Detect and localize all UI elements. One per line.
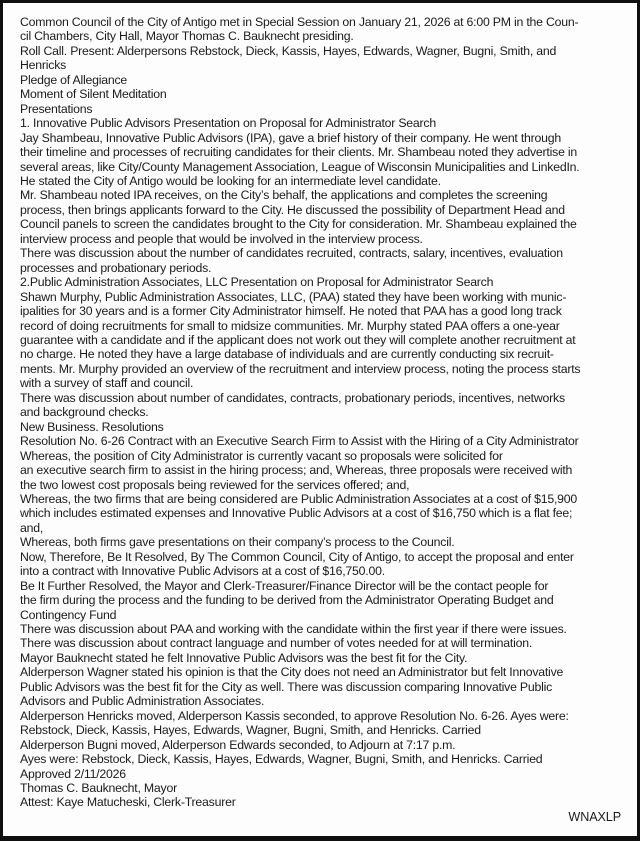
text-line: Jay Shambeau, Innovative Public Advisors (IPA), gave a brief history of their company. He went through [20,130,561,145]
text-line: Be It Further Resolved, the Mayor and Clerk-Treasurer/Finance Director will be the contact people for [20,578,549,593]
text-line: Attest: Kaye Matucheski, Clerk-Treasurer [20,795,236,810]
text-line: Alderperson Wagner stated his opinion is that the City does not need an Administrator but felt Innovative [20,665,564,680]
text-line: and background checks. [20,405,149,420]
text-line: Roll Call. Present: Alderpersons Rebstock, Dieck, Kassis, Hayes, Edwards, Wagner, Bugni, Smith, and [20,43,557,58]
text-line: 1. Innovative Public Advisors Presentation on Proposal for Administrator Search [20,116,436,131]
text-line: Public Advisors was the best fit for the City as well. There was discussion comparing Innovative Public [20,679,553,694]
text-line: Presentations [20,101,93,116]
text-line: Alderperson Bugni moved, Alderperson Edwards seconded, to Adjourn at 7:17 p.m. [20,737,456,752]
text-line: guarantee with a candidate and if the applicant does not work out they will complete another recruitment at [20,332,576,347]
text-line: which includes estimated expenses and Innovative Public Advisors at a cost of $16,750 which is a flat fee; [20,506,573,521]
text-line: Common Council of the City of Antigo met in Special Session on January 21, 2026 at 6:00 PM in the Coun- [20,15,579,29]
text-line: There was discussion about the number of candidates recruited, contracts, salary, incentives, evaluation [20,246,563,261]
text-line: Advisors and Public Administration Associates. [20,694,265,709]
text-line: the two lowest cost proposals being reviewed for the services offered; and, [20,477,410,492]
text-line: cil Chambers, City Hall, Mayor Thomas C. Bauknecht presiding. [20,29,354,44]
text-line: the firm during the process and the funding to be derived from the Administrator Operating Budget and [20,593,554,608]
text-line: and, [20,520,44,535]
text-line: several areas, like City/County Management Association, League of Wisconsin Municipalities and LinkedIn. [20,159,580,174]
text-line: 2.Public Administration Associates, LLC Presentation on Proposal for Administrator Search [20,275,494,290]
text-line: Mayor Bauknecht stated he felt Innovative Public Advisors was the best fit for the City. [20,650,468,665]
text-line: Now, Therefore, Be It Resolved, By The Common Council, City of Antigo, to accept the proposal and enter [20,549,574,564]
text-line: an executive search firm to assist in the hiring process; and, Whereas, three proposals were received with [20,463,573,478]
text-line: Moment of Silent Meditation [20,87,167,102]
text-line: with a survey of staff and council. [20,376,194,391]
text-line: Ayes were: Rebstock, Dieck, Kassis, Hayes, Edwards, Wagner, Bugni, Smith, and Henricks. Carried [20,752,543,767]
text-line: New Business. Resolutions [20,419,164,434]
text-line: no charge. He noted they have a large database of individuals and are currently conducting six recruit- [20,347,554,362]
text-line: Alderperson Henricks moved, Alderperson Kassis seconded, to approve Resolution No. 6-26. Ayes were: [20,708,569,723]
text-line: Pledge of Allegiance [20,72,128,87]
legal-notice-tag: WNAXLP [568,809,621,824]
text-line: process, then brings applicants forward to the City. He discussed the possibility of Department Head and [20,202,565,217]
text-line: their timeline and processes of recruiting candidates for their clients. Mr. Shambeau noted they advertise in [20,145,578,160]
text-line: Thomas C. Bauknecht, Mayor [20,781,177,796]
text-line: into a contract with Innovative Public Advisors at a cost of $16,750.00. [20,564,385,579]
text-line: ments. Mr. Murphy provided an overview of the recruitment and interview process, noting the process starts [20,361,581,376]
text-line: Henricks [20,58,67,73]
text-line: There was discussion about PAA and working with the candidate within the first year if there were issues. [20,622,567,637]
text-line: Contingency Fund [20,607,117,622]
minutes-body [20,15,621,810]
text-line: Council panels to screen the candidates brought to the City for consideration. Mr. Shambeau explained the [20,217,577,232]
text-line: Whereas, both firms gave presentations on their company’s process to the Council. [20,535,455,550]
text-line: processes and probationary periods. [20,260,212,275]
text-line: Whereas, the two firms that are being considered are Public Administration Associates at a cost of $15,900 [20,491,577,506]
text-line: Approved 2/11/2026 [20,766,126,781]
text-line: Shawn Murphy, Public Administration Associates, LLC, (PAA) stated they have been working with munic- [20,289,567,304]
text-line: Mr. Shambeau noted IPA receives, on the City’s behalf, the applications and completes the screening [20,188,548,203]
text-line: Whereas, the position of City Administrator is currently vacant so proposals were solicited for [20,448,503,463]
text-line: Resolution No. 6-26 Contract with an Executive Search Firm to Assist with the Hiring of a City Administrator [20,434,579,449]
text-line: There was discussion about contract language and number of votes needed for at will termination. [20,636,533,651]
text-line: ipalities for 30 years and is a former City Administrator himself. He noted that PAA has a good long track [20,304,562,319]
text-line: There was discussion about number of candidates, contracts, probationary periods, incentives, networks [20,390,565,405]
text-line: He stated the City of Antigo would be looking for an intermediate level candidate. [20,173,441,188]
text-line: interview process and people that would be involved in the interview process. [20,231,423,246]
text-line: record of doing recruitments for small to midsize communities. Mr. Murphy stated PAA offers a one-year [20,318,560,333]
text-line: Rebstock, Dieck, Kassis, Hayes, Edwards, Wagner, Bugni, Smith, and Henricks. Carried [20,723,481,738]
